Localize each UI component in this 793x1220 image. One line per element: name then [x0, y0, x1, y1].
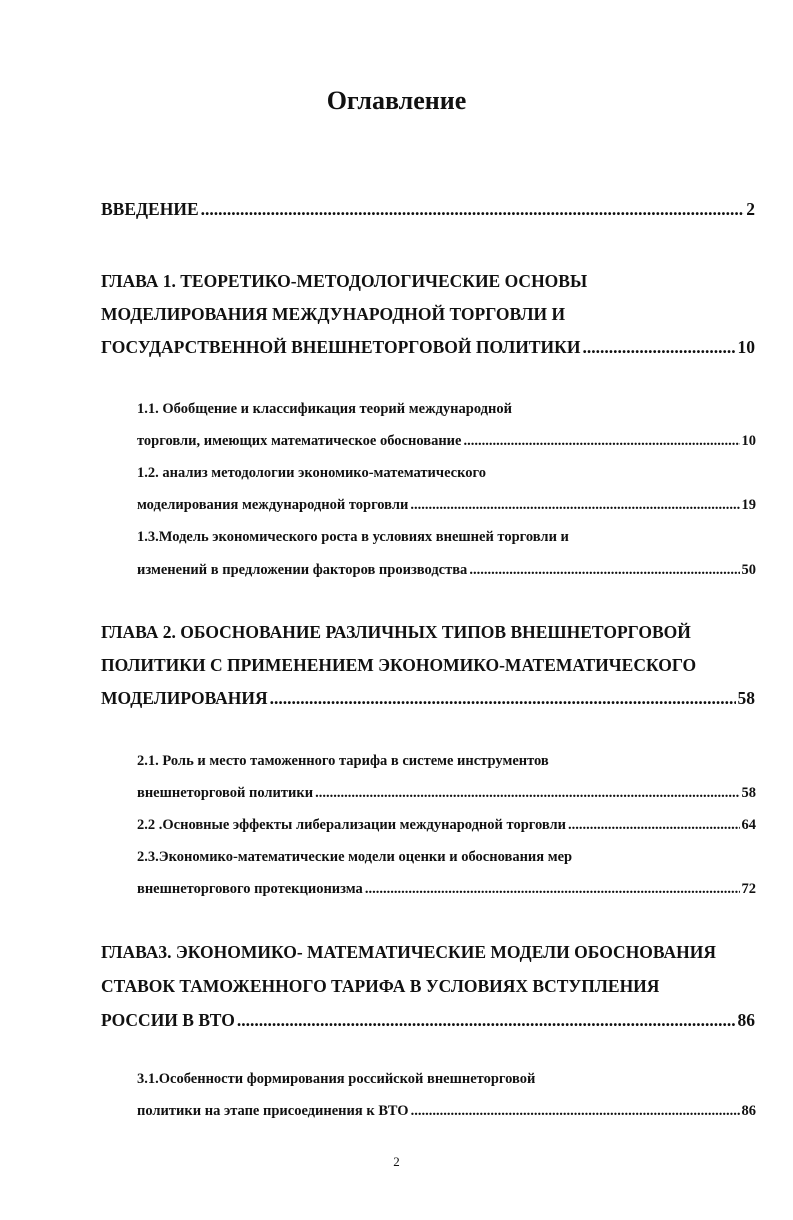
- dot-leader: [315, 785, 739, 802]
- toc-page-number: 86: [737, 1010, 755, 1030]
- toc-section-text: 2.2 .Основные эффекты либерализации международной торговли: [137, 817, 567, 833]
- toc-section-1-3-line-2[interactable]: [137, 562, 756, 579]
- toc-chapter-1-line-3[interactable]: [101, 337, 755, 358]
- toc-entry-label: ВВЕДЕНИЕ: [101, 199, 199, 219]
- toc-section-1-1-line-1[interactable]: [137, 401, 756, 418]
- page-number: 2: [393, 1154, 400, 1169]
- toc-chapter-2-line-3[interactable]: [101, 688, 755, 709]
- toc-chapter-text: СТАВОК ТАМОЖЕННОГО ТАРИФА В УСЛОВИЯХ ВСТУПЛЕНИЯ: [101, 976, 660, 996]
- toc-page-number: 2: [746, 199, 755, 219]
- toc-section-text: 3.1.Особенности формирования российской внешнеторговой: [137, 1071, 536, 1087]
- dot-leader: [410, 497, 739, 514]
- dot-leader: [201, 199, 745, 220]
- dot-leader: [582, 337, 735, 358]
- dot-leader: [237, 1010, 736, 1031]
- toc-section-text: 1.3.Модель экономического роста в условиях внешней торговли и: [137, 529, 569, 545]
- toc-section-text: политики на этапе присоединения к ВТО: [137, 1103, 409, 1119]
- dot-leader: [568, 817, 739, 834]
- toc-entry-introduction[interactable]: [101, 199, 755, 220]
- toc-section-text: внешнеторгового протекционизма: [137, 881, 363, 897]
- toc-chapter-text: ГЛАВА 1. ТЕОРЕТИКО-МЕТОДОЛОГИЧЕСКИЕ ОСНОВЫ: [101, 271, 588, 291]
- toc-section-3-1-line-1[interactable]: [137, 1071, 756, 1088]
- toc-section-text: изменений в предложении факторов производства: [137, 562, 468, 578]
- toc-section-text: моделирования международной торговли: [137, 497, 409, 513]
- toc-chapter-3-line-3[interactable]: [101, 1010, 755, 1031]
- toc-page-number: 72: [741, 881, 756, 897]
- toc-page-number: 58: [737, 688, 755, 708]
- toc-chapter-text: ГОСУДАРСТВЕННОЙ ВНЕШНЕТОРГОВОЙ ПОЛИТИКИ: [101, 337, 581, 357]
- dot-leader: [469, 562, 739, 579]
- toc-chapter-1-line-1[interactable]: [101, 271, 755, 292]
- toc-chapter-text: МОДЕЛИРОВАНИЯ МЕЖДУНАРОДНОЙ ТОРГОВЛИ И: [101, 304, 566, 324]
- toc-section-text: 2.1. Роль и место таможенного тарифа в системе инструментов: [137, 753, 549, 769]
- toc-section-2-2[interactable]: [137, 817, 756, 834]
- toc-section-1-2-line-1[interactable]: [137, 465, 756, 482]
- toc-chapter-text: ГЛАВА 2. ОБОСНОВАНИЕ РАЗЛИЧНЫХ ТИПОВ ВНЕШНЕТОРГОВОЙ: [101, 622, 691, 642]
- toc-chapter-2-line-2[interactable]: [101, 655, 755, 676]
- toc-chapter-text: МОДЕЛИРОВАНИЯ: [101, 688, 268, 708]
- page-title: Оглавление: [326, 86, 467, 115]
- toc-section-2-3-line-1[interactable]: [137, 849, 756, 866]
- dot-leader: [463, 433, 739, 450]
- toc-page-number: 10: [741, 433, 756, 449]
- toc-section-text: торговли, имеющих математическое обоснование: [137, 433, 462, 449]
- dot-leader: [411, 1103, 740, 1120]
- toc-section-1-3-line-1[interactable]: [137, 529, 756, 546]
- toc-section-text: 2.3.Экономико-математические модели оценки и обоснования мер: [137, 849, 573, 865]
- toc-chapter-3-line-1[interactable]: [101, 942, 755, 963]
- toc-section-1-2-line-2[interactable]: [137, 497, 756, 514]
- toc-chapter-text: РОССИИ В ВТО: [101, 1010, 235, 1030]
- toc-section-2-1-line-1[interactable]: [137, 753, 756, 770]
- dot-leader: [365, 881, 740, 898]
- toc-page-number: 58: [741, 785, 756, 801]
- toc-chapter-text: ПОЛИТИКИ С ПРИМЕНЕНИЕМ ЭКОНОМИКО-МАТЕМАТИЧЕСКОГО: [101, 655, 697, 675]
- toc-page-number: 19: [741, 497, 756, 513]
- toc-page-number: 64: [741, 817, 756, 833]
- toc-section-text: внешнеторговой политики: [137, 785, 314, 801]
- toc-section-2-1-line-2[interactable]: [137, 785, 756, 802]
- toc-chapter-text: ГЛАВА3. ЭКОНОМИКО- МАТЕМАТИЧЕСКИЕ МОДЕЛИ ОБОСНОВАНИЯ: [101, 942, 716, 962]
- toc-section-text: 1.1. Обобщение и классификация теорий международной: [137, 401, 512, 417]
- toc-section-2-3-line-2[interactable]: [137, 881, 756, 898]
- toc-section-text: 1.2. анализ методологии экономико-математического: [137, 465, 487, 481]
- toc-section-1-1-line-2[interactable]: [137, 433, 756, 450]
- toc-section-3-1-line-2[interactable]: [137, 1103, 756, 1120]
- toc-page-number: 86: [741, 1103, 756, 1119]
- toc-chapter-2-line-1[interactable]: [101, 622, 755, 643]
- toc-page-number: 50: [741, 562, 756, 578]
- toc-chapter-3-line-2[interactable]: [101, 976, 755, 997]
- toc-chapter-1-line-2[interactable]: [101, 304, 755, 325]
- dot-leader: [270, 688, 736, 709]
- toc-page-number: 10: [737, 337, 755, 357]
